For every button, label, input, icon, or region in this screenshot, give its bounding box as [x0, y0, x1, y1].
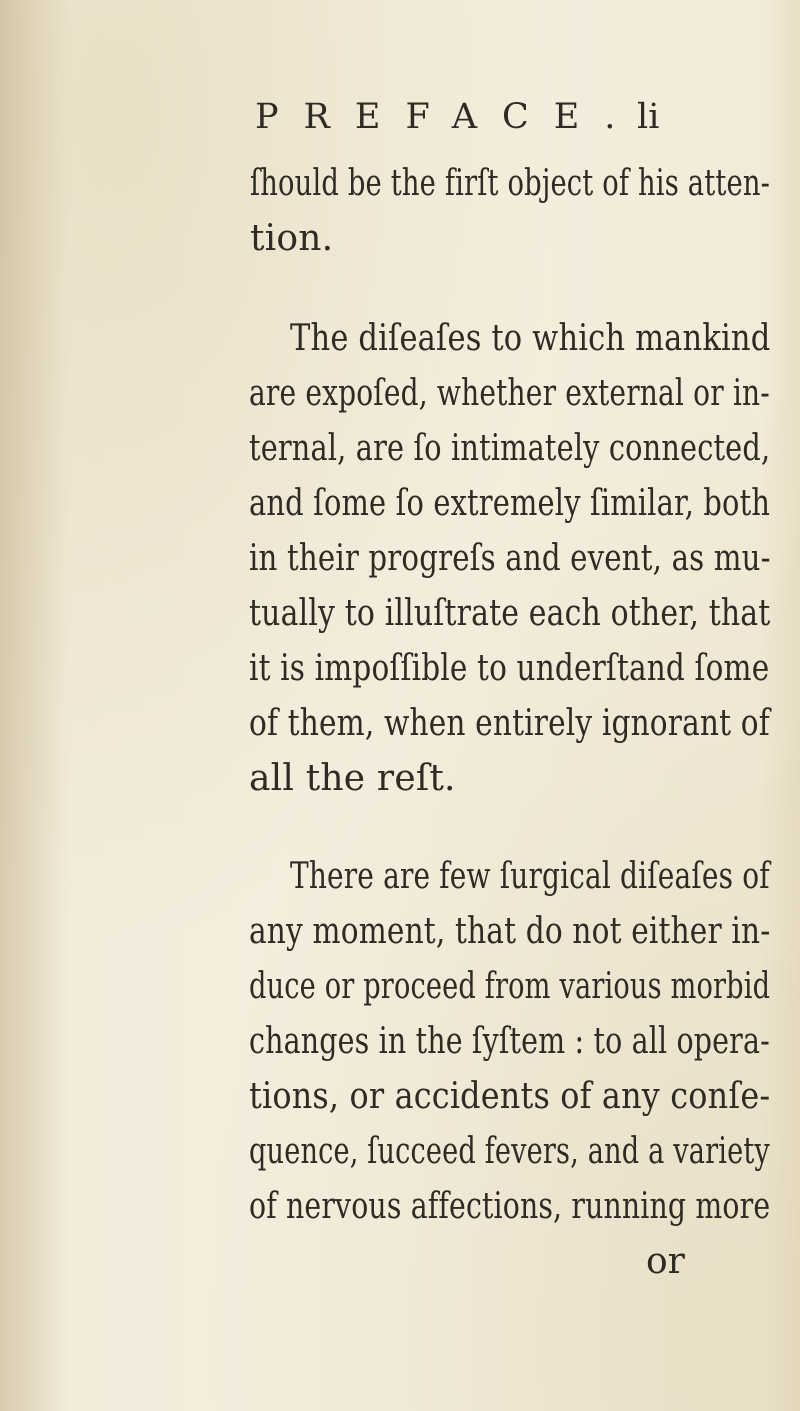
text-line-8: tually to illuſtrate each other, that: [249, 593, 771, 634]
text-line-1: ſhould be the firſt object of his atten-: [250, 163, 771, 204]
catchword: or: [646, 1241, 685, 1282]
text-line-3: The diſeaſes to which mankind: [290, 318, 771, 359]
text-line-7: in their progreſs and event, as mu-: [249, 538, 771, 579]
page-header: [255, 92, 695, 142]
text-line-12: There are few ſurgical diſeaſes of: [290, 856, 770, 897]
text-line-18: of nervous affections, running more: [249, 1186, 771, 1227]
text-line-4: are expoſed, whether external or in-: [249, 373, 770, 414]
text-line-11: all the reſt.: [249, 758, 456, 799]
text-line-6: and ſome ſo extremely ſimilar, both: [249, 483, 771, 524]
text-line-10: of them, when entirely ignorant of: [249, 703, 770, 744]
gutter-shadow: [0, 0, 70, 1411]
text-line-15: changes in the ſyſtem : to all opera-: [249, 1021, 770, 1062]
page-number: li: [637, 97, 660, 137]
text-line-16: tions, or accidents of any conſe-: [249, 1076, 771, 1117]
text-line-9: it is impoſſible to underſtand ſome: [249, 648, 770, 689]
text-line-2: tion.: [250, 218, 334, 259]
text-line-17: quence, ſucceed fevers, and a variety: [249, 1131, 770, 1172]
running-title: PREFACE.: [255, 97, 641, 137]
text-line-5: ternal, are ſo intimately connected,: [249, 428, 771, 469]
text-line-14: duce or proceed from various morbid: [249, 966, 771, 1007]
text-line-13: any moment, that do not either in-: [249, 911, 771, 952]
